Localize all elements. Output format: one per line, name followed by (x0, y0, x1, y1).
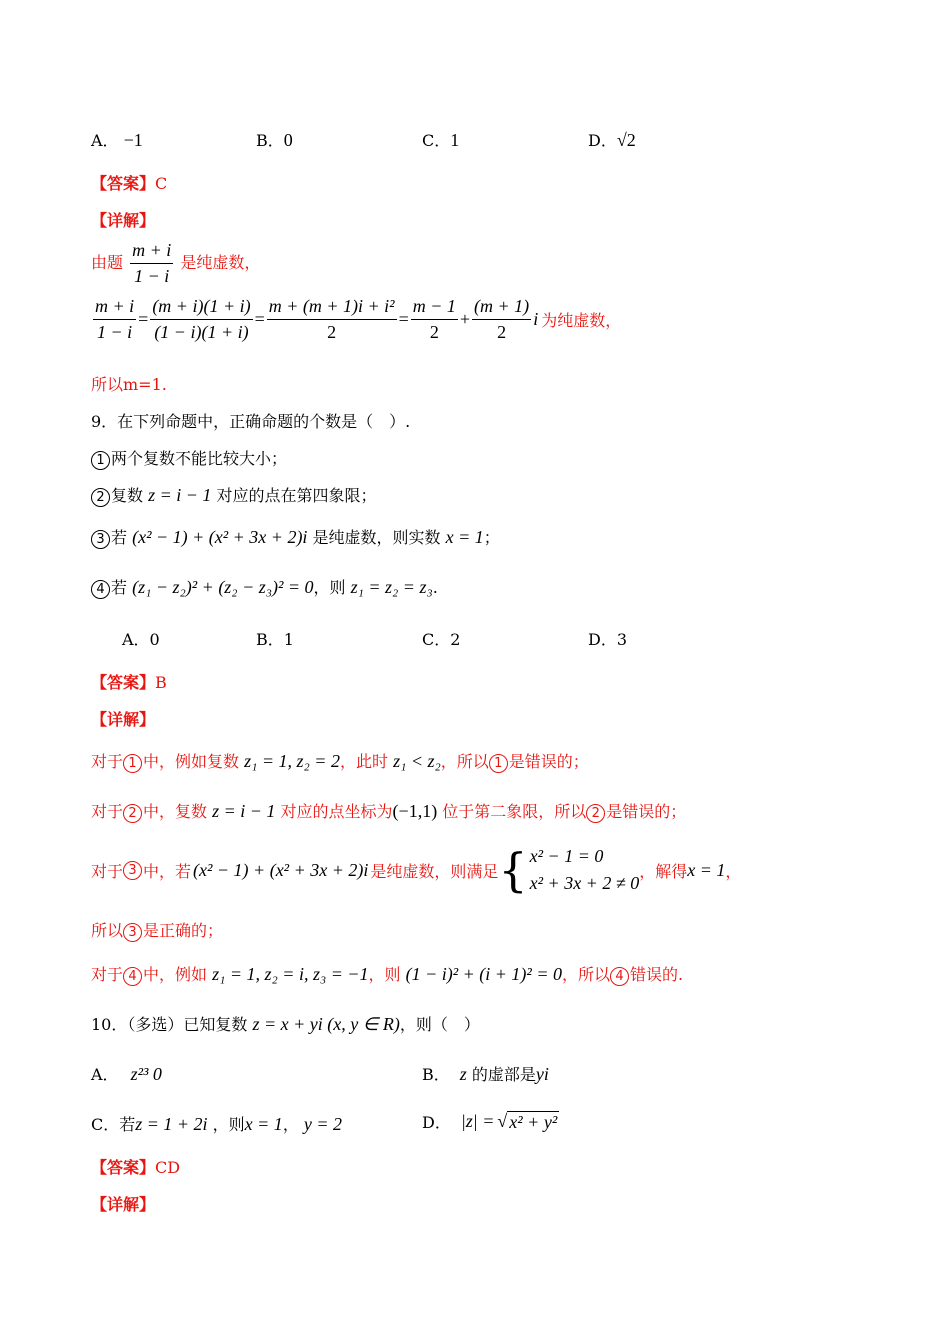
q10-detail-heading: 【详解】 (91, 1195, 156, 1214)
q9-answer: 【答案】B (91, 673, 167, 692)
q9-proposition-1: 1 两个复数不能比较大小； (91, 446, 287, 470)
q8-detail-heading: 【详解】 (91, 211, 156, 230)
q8-option-a: A． −1 (91, 130, 143, 150)
q9-option-d: D．3 (588, 630, 628, 649)
q8-solution-line1: 由题 $\frac{m + i}{1 - i}$ 是纯虚数， (91, 240, 261, 286)
q8-option-c: C．1 (422, 130, 460, 150)
q9-solution-2: 对于 2 中，复数 z = i − 1 对应的点坐标为(−1,1) 位于第二象限，所以 2 是错误的； (91, 801, 687, 821)
q10-option-b: B． z 的虚部是yi (422, 1064, 549, 1084)
q9-option-b: B．1 (256, 630, 294, 649)
q9-solution-4: 对于 4 中，例如 z₁ = 1, z₂ = i, z₃ = −1，则 (1 − i)² + (i + 1)² = 0，所以 4 错误的. (91, 964, 684, 984)
q9-proposition-3: 3 若 (x² − 1) + (x² + 3x + 2)i 是纯虚数，则实数 x = 1； (91, 525, 500, 549)
q9-proposition-2: 2 复数 z = i − 1 对应的点在第四象限； (91, 483, 377, 507)
q9-solution-3: 对于 3 中，若 (x² − 1) + (x² + 3x + 2)i 是纯虚数，则满足 { x² − 1 = 0 x² + 3x + 2 ≠ 0 ，解得 x = 1 ， (91, 843, 742, 897)
q9-stem: 9．在下列命题中，正确命题的个数是（ ）. (91, 412, 411, 431)
q8-option-b: B．0 (256, 130, 293, 150)
q9-option-c: C．2 (422, 630, 461, 649)
q10-option-d: D． |z| = √ x² + y² (422, 1111, 558, 1132)
q8-option-d: D．√2 (588, 130, 636, 150)
q9-detail-heading: 【详解】 (91, 710, 156, 729)
q8-answer: 【答案】C (91, 174, 168, 193)
q9-solution-1: 对于 1 中，例如复数 z₁ = 1, z₂ = 2，此时 z₁ < z₂，所以 1 是错误的； (91, 751, 589, 771)
q9-proposition-4: 4 若 (z₁ − z₂)² + (z₂ − z₃)² = 0，则 z₁ = z₂ = z₃. (91, 575, 438, 599)
q8-equation: $\frac{m + i}{1 - i}$ = $\frac{(m + i)(1 + i)}{(1 - i)(1 + i)}$ = $\frac{\text{m + (m + 1)i + i²}}{2}$ = $\frac{m - 1}{2}$ + $\frac{(m + 1)}{2}$ i 为纯虚数， (95, 296, 622, 342)
q10-stem: 10．（多选）已知复数 z = x + yi (x, y ∈ R)，则（ ） (91, 1014, 480, 1034)
q8-conclusion: 所以m=1. (91, 375, 167, 394)
q9-solution-3-conclusion: 所以 3 是正确的； (91, 921, 224, 940)
q10-option-c: C．若z = 1 + 2i ，则x = 1， y = 2 (91, 1114, 343, 1134)
q9-option-a: A．0 (122, 630, 160, 649)
q10-option-a: A． z²³ 0 (91, 1064, 162, 1084)
q10-answer: 【答案】CD (91, 1158, 181, 1177)
equation-system: { x² − 1 = 0 x² + 3x + 2 ≠ 0 (498, 843, 640, 897)
